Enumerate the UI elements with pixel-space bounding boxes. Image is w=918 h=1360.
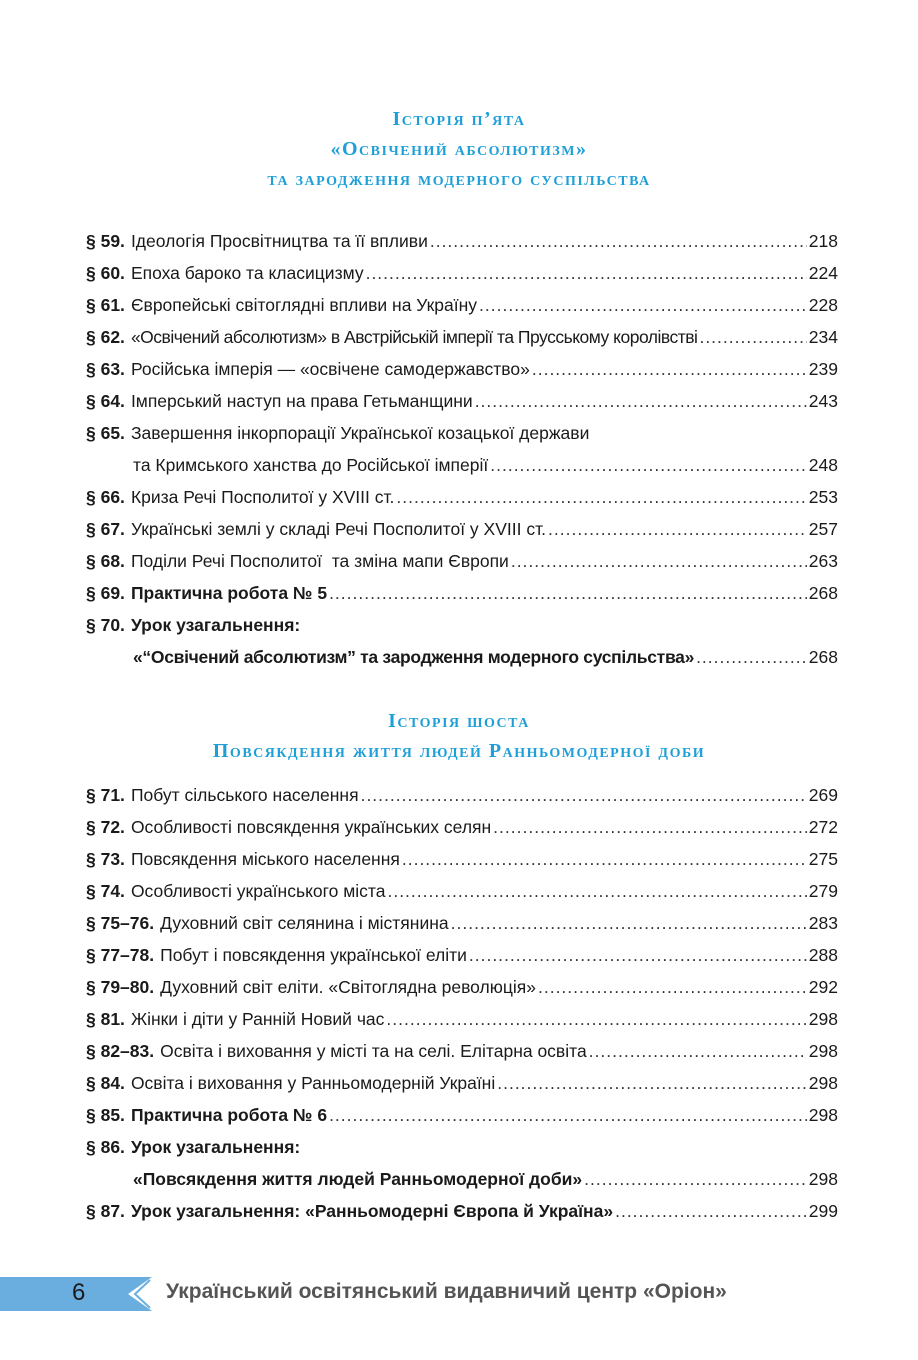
toc-leader-dots [696,647,807,668]
toc-number: § 66. [86,486,125,507]
toc-number: § 68. [86,550,125,571]
toc-title: Освіта і виховання у місті та на селі. Елітарна освіта [160,1040,587,1061]
toc-number: § 87. [86,1200,125,1221]
toc-number: § 60. [86,262,125,283]
toc-page: 279 [808,880,838,901]
toc-number: § 81. [86,1008,125,1029]
toc-leader-dots [430,231,807,252]
section5-toc [86,225,838,673]
toc-leader-dots [615,1201,807,1222]
toc-leader-dots [329,583,807,604]
toc-page: 243 [808,390,838,411]
footer-publisher: Український освітянський видавничий центр «Оріон» [166,1280,727,1303]
toc-title: Духовний світ селянина і містянина [160,912,449,933]
toc-page: 257 [808,518,838,539]
toc-title: Російська імперія — «освічене самодержавство» [130,358,530,379]
section5-heading-line3: та зародження модерного суспільства [267,168,651,190]
toc-page: 269 [808,784,838,805]
toc-page: 228 [808,294,838,315]
toc-number: § 72. [86,816,125,837]
toc-page: 239 [808,358,838,379]
toc-entry-63[interactable] [86,353,838,385]
toc-leader-dots [511,551,807,572]
toc-title: Ідеологія Просвітництва та її впливи [130,230,428,251]
toc-entry-85[interactable] [86,1099,838,1131]
toc-page: 248 [808,454,838,475]
toc-number: § 59. [86,230,125,251]
toc-title: Європейські світоглядні впливи на Україну [130,294,478,315]
toc-page: 298 [808,1040,838,1061]
toc-entry-61[interactable] [86,289,838,321]
toc-title: Практична робота № 6 [130,1104,328,1125]
toc-leader-dots [479,295,807,316]
toc-entry-70[interactable] [86,609,838,641]
toc-leader-dots [387,881,806,902]
toc-page: 263 [808,550,838,571]
toc-number: § 79–80. [86,976,155,997]
toc-page: 298 [808,1008,838,1029]
toc-title: «Освічений абсолютизм» в Австрійській імперії та Прусському королівстві [130,326,698,347]
toc-page: 234 [808,326,838,347]
toc-leader-dots [402,849,807,870]
toc-leader-dots [396,487,806,508]
toc-entry-86-continued[interactable] [86,1163,838,1195]
toc-entry-86[interactable] [86,1131,838,1163]
toc-entry-81[interactable] [86,1003,838,1035]
toc-number: § 61. [86,294,125,315]
toc-leader-dots [699,327,806,348]
toc-page: 224 [808,262,838,283]
toc-entry-60[interactable] [86,257,838,289]
toc-leader-dots [451,913,807,934]
toc-page: 292 [808,976,838,997]
footer-page-number: 6 [72,1279,86,1306]
toc-leader-dots [589,1041,807,1062]
toc-entry-73[interactable] [86,843,838,875]
toc-leader-dots [361,785,807,806]
toc-entry-68[interactable] [86,545,838,577]
toc-title: Освіта і виховання у Ранньомодерній Україні [130,1072,496,1093]
toc-entry-75-76[interactable] [86,907,838,939]
toc-number: § 74. [86,880,125,901]
toc-entry-74[interactable] [86,875,838,907]
toc-leader-dots [497,1073,807,1094]
toc-entry-71[interactable] [86,779,838,811]
section6-heading-line1: Історія шоста [388,710,530,732]
toc-leader-dots [366,263,807,284]
toc-title-continued: «Повсякдення життя людей Ранньомодерної доби» [133,1168,583,1189]
toc-page: 268 [808,646,838,667]
toc-entry-66[interactable] [86,481,838,513]
toc-leader-dots [469,945,807,966]
toc-number: § 71. [86,784,125,805]
toc-leader-dots [386,1009,806,1030]
toc-entry-65-continued[interactable] [86,449,838,481]
toc-title: Побут і повсякдення української еліти [160,944,467,965]
toc-title: Криза Речі Посполитої у XVIII ст. [130,486,395,507]
toc-title-continued: та Кримського ханства до Російської імперії [133,454,489,475]
toc-title: Завершення інкорпорації Української козацької держави [130,422,590,443]
toc-leader-dots [548,519,807,540]
toc-number: § 70. [86,614,125,635]
toc-number: § 85. [86,1104,125,1125]
toc-page: 283 [808,912,838,933]
toc-page: 268 [808,582,838,603]
toc-number: § 69. [86,582,125,603]
toc-page: 275 [808,848,838,869]
toc-leader-dots [490,455,807,476]
toc-entry-62[interactable] [86,321,838,353]
section6-heading-line2: Повсякдення життя людей Ранньомодерної доби [212,740,706,762]
toc-entry-65[interactable] [86,417,838,449]
toc-entry-77-78[interactable] [86,939,838,971]
toc-title: Урок узагальнення: «Ранньомодерні Європа й Україна» [130,1200,614,1221]
section5-heading-line2: «Освічений абсолютизм» [330,138,588,160]
toc-page: 272 [808,816,838,837]
toc-number: § 82–83. [86,1040,155,1061]
toc-title: Епоха бароко та класицизму [130,262,364,283]
toc-title: Жінки і діти у Ранній Новий час [130,1008,385,1029]
toc-page: 298 [808,1168,838,1189]
toc-entry-67[interactable] [86,513,838,545]
toc-number: § 75–76. [86,912,155,933]
toc-entry-64[interactable] [86,385,838,417]
toc-entry-79-80[interactable] [86,971,838,1003]
toc-number: § 67. [86,518,125,539]
toc-page: 288 [808,944,838,965]
toc-entry-70-continued[interactable] [86,641,838,673]
toc-title: Повсякдення міського населення [130,848,400,869]
toc-entry-72[interactable] [86,811,838,843]
toc-page: 299 [808,1200,838,1221]
toc-leader-dots [532,359,807,380]
toc-title: Особливості українського міста [130,880,386,901]
section6-toc [86,779,838,1227]
toc-title: Поділи Речі Посполитої та зміна мапи Європи [130,550,509,571]
toc-page: 253 [808,486,838,507]
toc-page: 218 [808,230,838,251]
toc-entry-69[interactable] [86,577,838,609]
toc-title: Особливості повсякдення українських селян [130,816,492,837]
toc-number: § 64. [86,390,125,411]
toc-entry-87[interactable] [86,1195,838,1227]
toc-leader-dots [493,817,807,838]
chevron-left-icon [128,1277,152,1311]
toc-title: Практична робота № 5 [130,582,328,603]
toc-title: Духовний світ еліти. «Світоглядна революція» [160,976,536,997]
toc-number: § 65. [86,422,125,443]
toc-title: Побут сільського населення [130,784,359,805]
toc-title-continued: «“Освічений абсолютизм” та зародження модерного суспільства» [133,646,695,667]
toc-page: 298 [808,1104,838,1125]
section6-heading [0,706,918,766]
toc-page: 298 [808,1072,838,1093]
toc-title: Українські землі у складі Речі Посполитої у XVIII ст. [130,518,547,539]
toc-number: § 62. [86,326,125,347]
toc-entry-59[interactable] [86,225,838,257]
toc-leader-dots [584,1169,807,1190]
toc-number: § 73. [86,848,125,869]
toc-number: § 84. [86,1072,125,1093]
section5-heading [0,104,918,194]
toc-number: § 86. [86,1136,125,1157]
toc-leader-dots [329,1105,807,1126]
toc-entry-82-83[interactable] [86,1035,838,1067]
section5-heading-line1: Історія п’ята [392,108,526,130]
toc-entry-84[interactable] [86,1067,838,1099]
toc-title: Урок узагальнення: [130,1136,301,1157]
toc-leader-dots [538,977,807,998]
toc-number: § 77–78. [86,944,155,965]
toc-title: Урок узагальнення: [130,614,301,635]
toc-title: Імперський наступ на права Гетьманщини [130,390,473,411]
toc-leader-dots [475,391,807,412]
toc-number: § 63. [86,358,125,379]
